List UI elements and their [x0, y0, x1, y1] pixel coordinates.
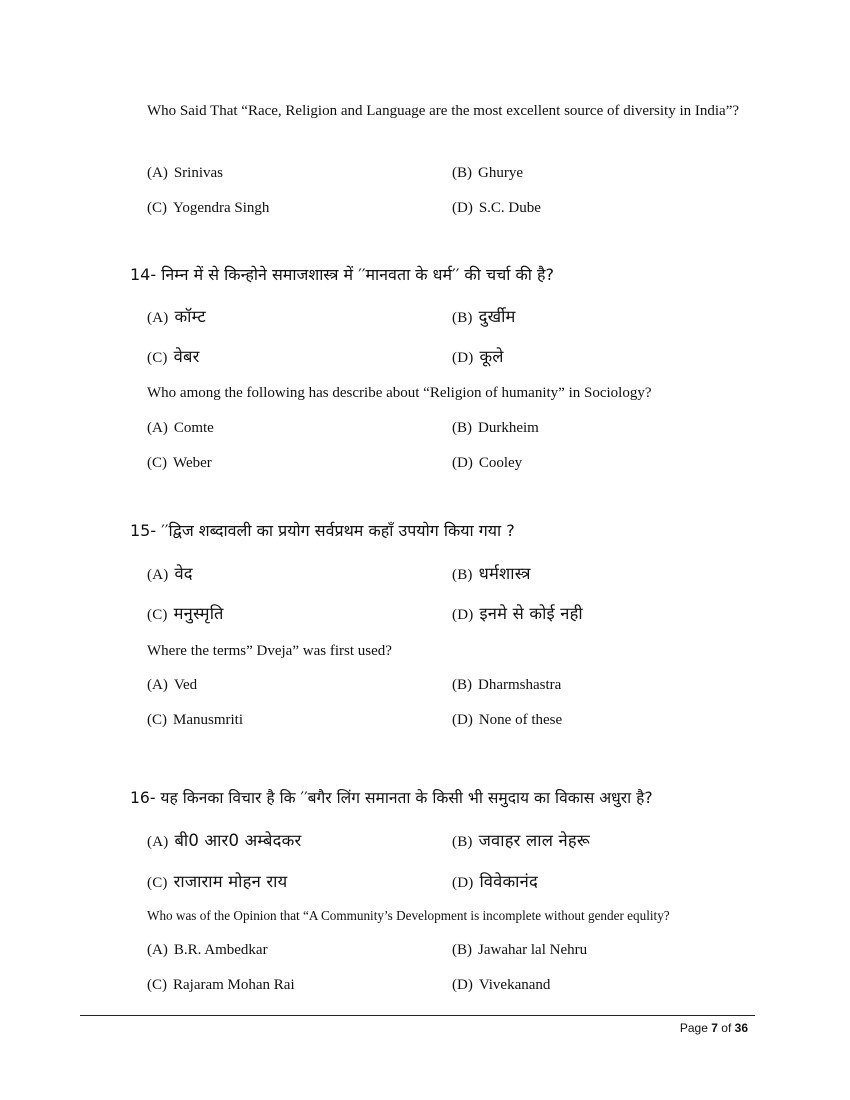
q16-option-c: (C) Rajaram Mohan Rai: [147, 977, 295, 993]
q15-question-en: Where the terms” Dveja” was first used?: [147, 643, 392, 659]
q15-option-a-hi: (A) वेद: [147, 564, 193, 583]
q13-question-en: Who Said That “Race, Religion and Language are the most excellent source of diversity in India”?: [147, 103, 740, 119]
q15-option-b: (B) Dharmshastra: [452, 677, 562, 693]
q16-option-b: (B) Jawahar lal Nehru: [452, 942, 588, 958]
q15-option-d-hi: (D) इनमे से कोई नही: [452, 604, 583, 623]
q14-option-d: (D) Cooley: [452, 455, 523, 471]
q15-option-c-hi: (C) मनुस्मृति: [147, 604, 224, 623]
q15-option-a: (A) Ved: [147, 677, 198, 693]
q14-option-a: (A) Comte: [147, 420, 214, 436]
q16-option-d: (D) Vivekanand: [452, 977, 551, 993]
q14-option-c: (C) Weber: [147, 455, 212, 471]
q16-question-en: Who was of the Opinion that “A Community’s Development is incomplete without gender equlity?: [147, 908, 670, 923]
q14-option-d-hi: (D) कूले: [452, 347, 504, 366]
q16-option-b-hi: (B) जवाहर लाल नेहरू: [452, 831, 590, 850]
q14-question-en: Who among the following has describe about “Religion of humanity” in Sociology?: [147, 385, 652, 401]
q15-option-c: (C) Manusmriti: [147, 712, 243, 728]
q14-option-c-hi: (C) वेबर: [147, 347, 200, 366]
q13-option-c: (C) Yogendra Singh: [147, 200, 270, 216]
q14-question-hi: 14- निम्न में से किन्होने समाजशास्त्र में ′′मानवता के धर्म′′ की चर्चा की है?: [130, 265, 555, 284]
footer-divider: [80, 1015, 755, 1016]
q16-option-a-hi: (A) बी0 आर0 अम्बेदकर: [147, 831, 302, 850]
q14-option-b: (B) Durkheim: [452, 420, 539, 436]
q15-question-hi: 15- ′′द्विज शब्दावली का प्रयोग सर्वप्रथम कहाँ उपयोग किया गया ?: [130, 521, 515, 540]
q16-option-c-hi: (C) राजाराम मोहन राय: [147, 872, 288, 891]
q16-option-d-hi: (D) विवेकानंद: [452, 872, 538, 891]
q15-option-b-hi: (B) धर्मशास्त्र: [452, 564, 531, 583]
q13-option-a: (A) Srinivas: [147, 165, 223, 181]
q13-option-d: (D) S.C. Dube: [452, 200, 541, 216]
q15-option-d: (D) None of these: [452, 712, 563, 728]
q13-option-b: (B) Ghurye: [452, 165, 523, 181]
q16-option-a: (A) B.R. Ambedkar: [147, 942, 268, 958]
page-number: Page 7 of 36: [679, 1021, 748, 1035]
q14-option-a-hi: (A) कॉम्ट: [147, 307, 206, 326]
q16-question-hi: 16- यह किनका विचार है कि ′′बगैर लिंग समानता के किसी भी समुदाय का विकास अधुरा है?: [130, 789, 653, 807]
q14-option-b-hi: (B) दुर्खीम: [452, 307, 516, 326]
